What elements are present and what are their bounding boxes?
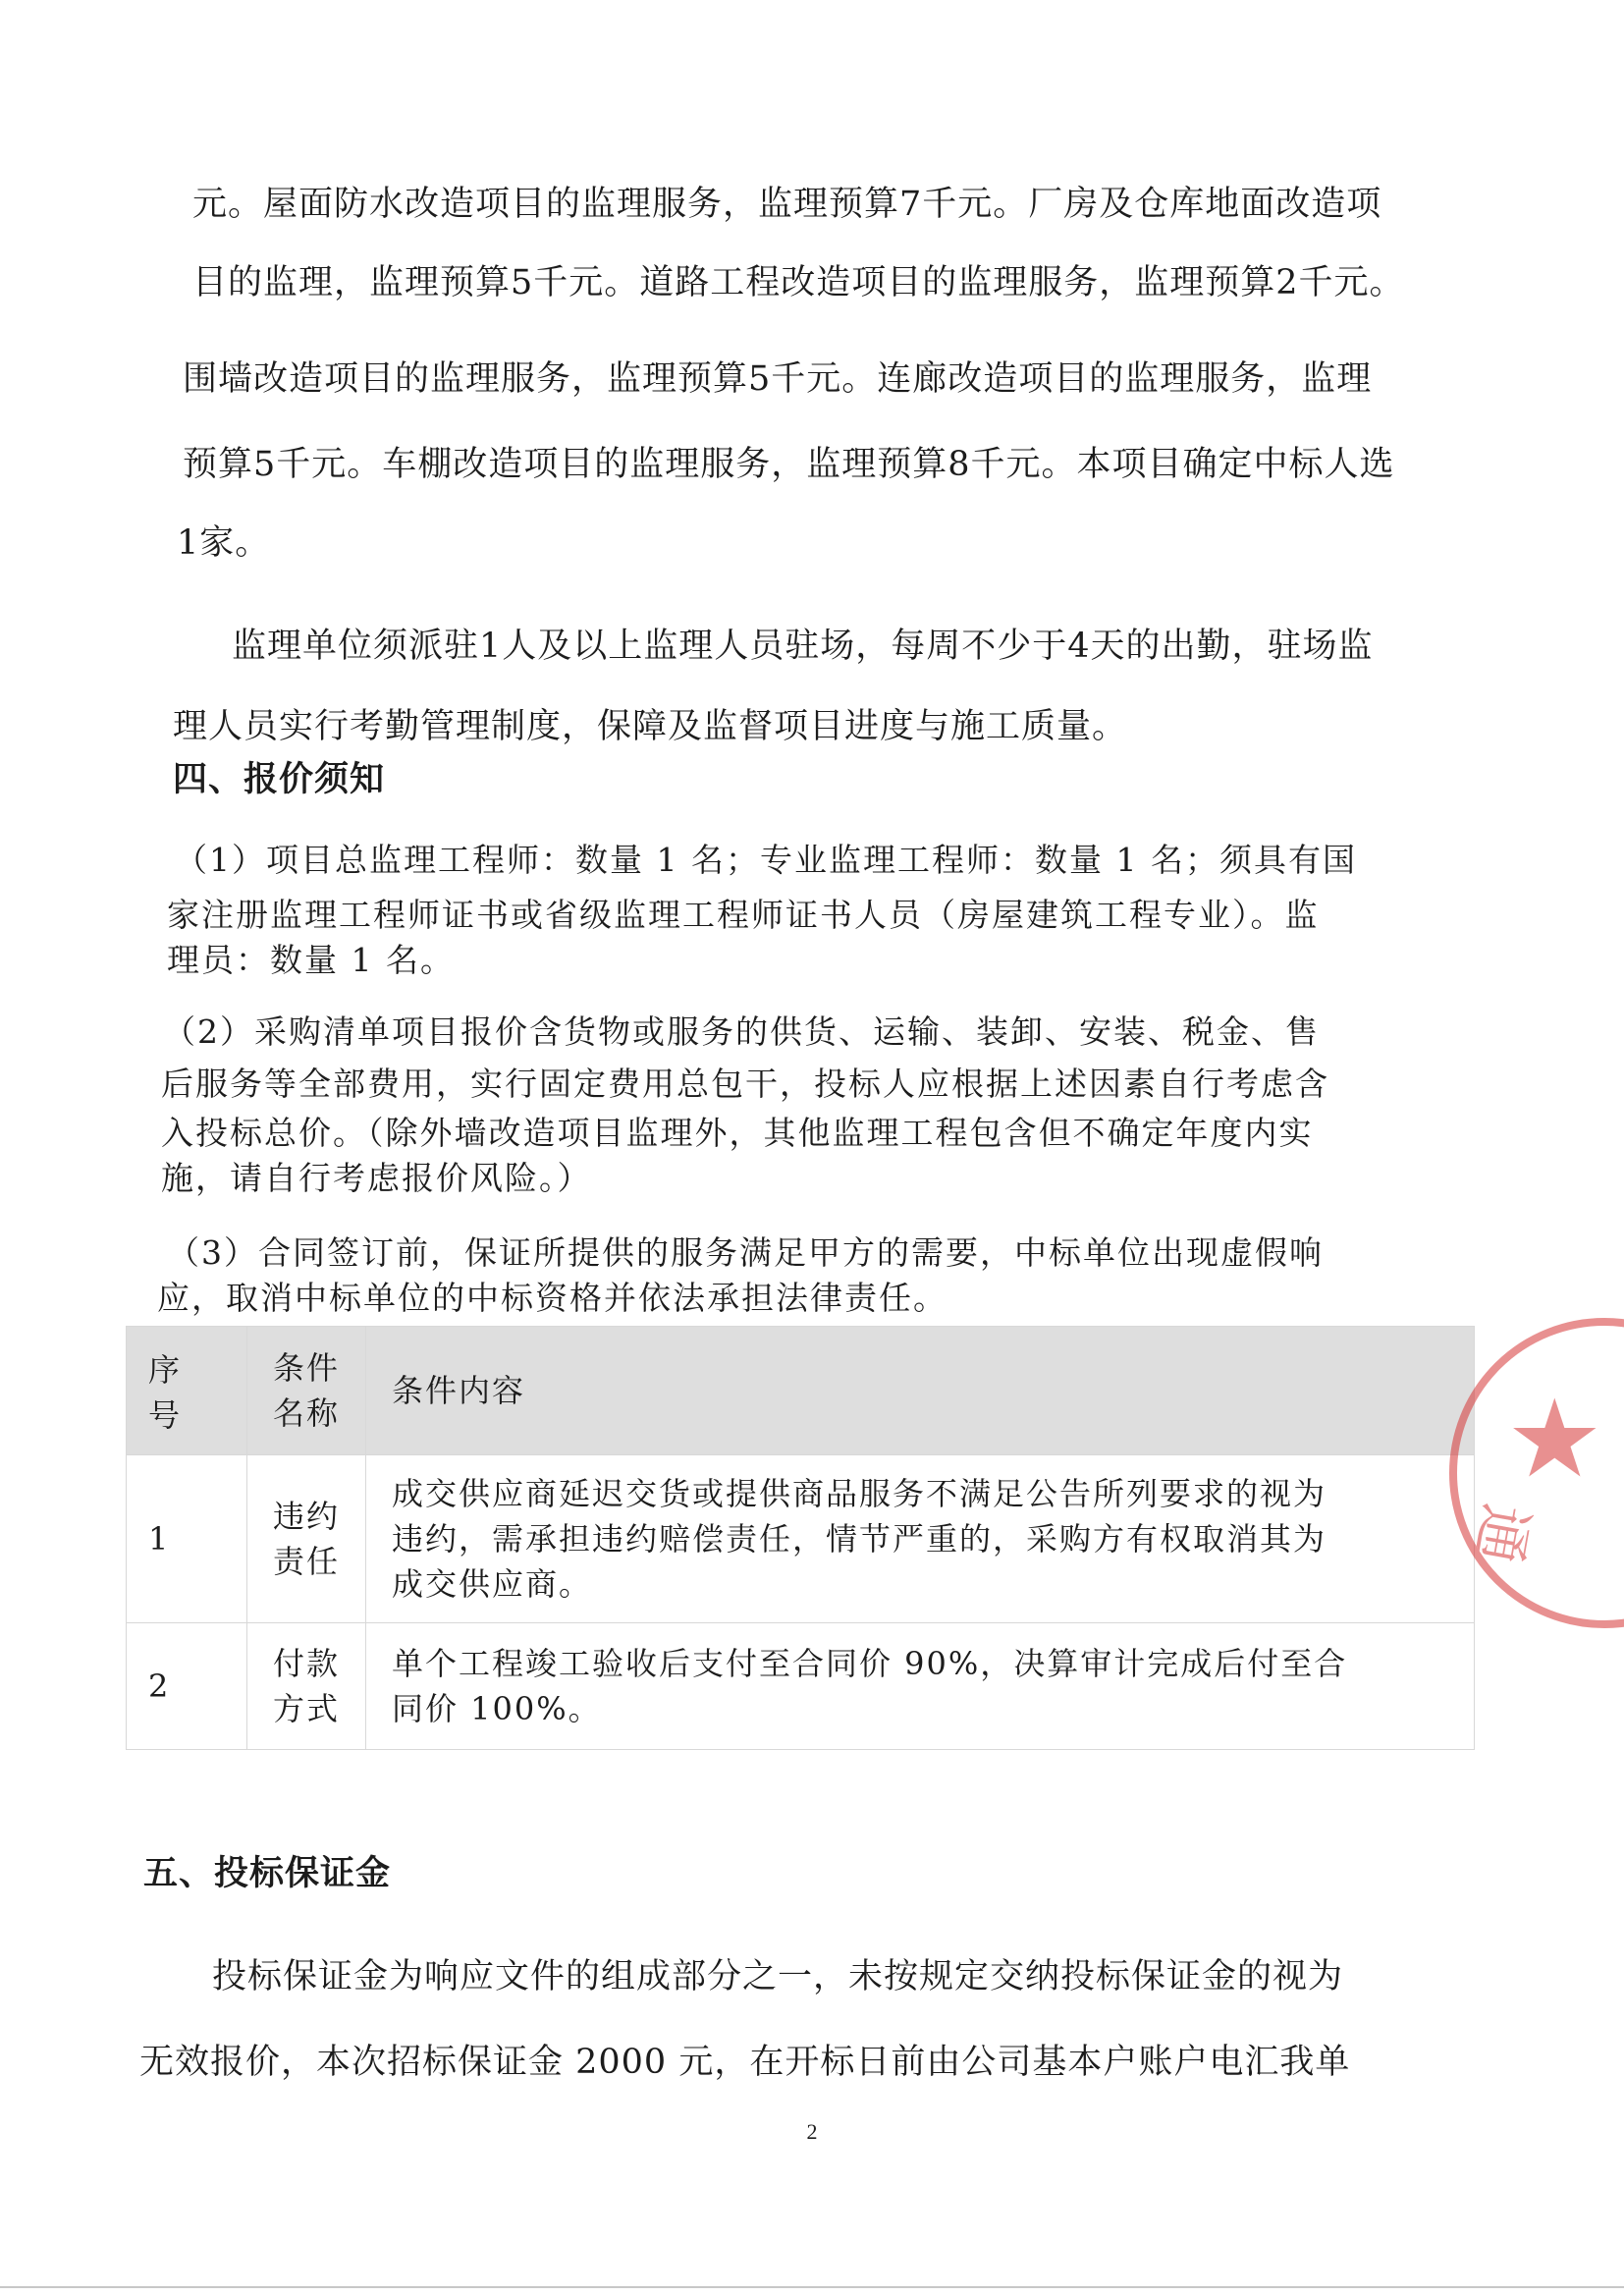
- header-name-text: 名称: [272, 1394, 340, 1432]
- paragraph-1-line: 1家。: [177, 523, 271, 563]
- seal-text: 通: [1462, 1499, 1541, 1569]
- row-name-text: 违约: [272, 1498, 340, 1535]
- paragraph-1-line: 目的监理，监理预算5千元。道路工程改造项目的监理服务，监理预算2千元。: [192, 263, 1405, 302]
- row-name-cell: [247, 1623, 366, 1750]
- conditions-table: [126, 1326, 1475, 1750]
- row-name-text: 责任: [272, 1543, 340, 1580]
- row-content-cell: [366, 1623, 1475, 1750]
- section-5-heading: 五、投标保证金: [143, 1854, 392, 1893]
- row-no-text: 1: [148, 1520, 171, 1558]
- seal-star-icon: ★: [1506, 1376, 1603, 1502]
- paragraph-1-line: 预算5千元。车棚改造项目的监理服务，监理预算8千元。本项目确定中标人选: [183, 445, 1395, 484]
- section-4-item-2-line: 后服务等全部费用，实行固定费用总包干，投标人应根据上述因素自行考虑含: [161, 1065, 1329, 1103]
- row-name-cell: [247, 1455, 366, 1623]
- row-content-cell: [366, 1455, 1475, 1623]
- header-content-cell: [366, 1327, 1475, 1455]
- table-header-row: [127, 1327, 1475, 1455]
- row-no-cell: [127, 1455, 247, 1623]
- row-name-text: 方式: [272, 1690, 340, 1727]
- section-4-item-2-line: （2）采购清单项目报价含货物或服务的供货、运输、装卸、安装、税金、售: [163, 1012, 1320, 1051]
- header-name-cell: [247, 1327, 366, 1455]
- header-no-cell: [127, 1327, 247, 1455]
- paragraph-1-line: 元。屋面防水改造项目的监理服务，监理预算7千元。厂房及仓库地面改造项: [192, 185, 1382, 224]
- section-4-item-2-line: 施，请自行考虑报价风险。）: [161, 1159, 592, 1197]
- paragraph-2-line: 理人员实行考勤管理制度，保障及监督项目进度与施工质量。: [173, 707, 1128, 746]
- section-4-item-1-line: （1）项目总监理工程师：数量 1 名；专业监理工程师：数量 1 名；须具有国: [175, 841, 1357, 879]
- section-4-item-3-line: （3）合同签订前，保证所提供的服务满足甲方的需要，中标单位出现虚假响: [167, 1233, 1324, 1272]
- header-no-text: 序: [148, 1351, 183, 1389]
- row-content-line: 单个工程竣工验收后支付至合同价 90%，决算审计完成后付至合: [392, 1645, 1348, 1682]
- section-5-paragraph-line: 投标保证金为响应文件的组成部分之一，未按规定交纳投标保证金的视为: [212, 1957, 1344, 1996]
- row-name-text: 付款: [272, 1645, 340, 1682]
- header-content-text: 条件内容: [392, 1372, 526, 1409]
- table-row: [127, 1623, 1475, 1750]
- section-4-heading: 四、报价须知: [173, 760, 386, 799]
- paragraph-1-line: 围墙改造项目的监理服务，监理预算5千元。连廊改造项目的监理服务，监理: [183, 359, 1373, 399]
- table-row: [127, 1455, 1475, 1623]
- section-4-item-3-line: 应，取消中标单位的中标资格并依法承担法律责任。: [157, 1279, 947, 1317]
- section-4-item-1-line: 理员：数量 1 名。: [167, 941, 455, 979]
- header-name-text: 条件: [272, 1349, 340, 1387]
- row-content-line: 成交供应商。: [392, 1565, 593, 1603]
- row-content-line: 同价 100%。: [392, 1690, 602, 1727]
- row-no-cell: [127, 1623, 247, 1750]
- paragraph-2-line: 监理单位须派驻1人及以上监理人员驻场，每周不少于4天的出勤，驻场监: [232, 627, 1374, 666]
- page-number: 2: [806, 2119, 818, 2144]
- row-no-text: 2: [148, 1667, 171, 1705]
- section-4-item-2-line: 入投标总价。（除外墙改造项目监理外，其他监理工程包含但不确定年度内实: [161, 1114, 1314, 1152]
- company-seal: [1449, 1318, 1624, 1628]
- section-4-item-1-line: 家注册监理工程师证书或省级监理工程师证书人员（房屋建筑工程专业）。监: [167, 896, 1320, 934]
- header-no-text: 号: [148, 1396, 183, 1434]
- section-5-paragraph-line: 无效报价，本次招标保证金 2000 元，在开标日前由公司基本户账户电汇我单: [139, 2043, 1351, 2082]
- row-content-line: 成交供应商延迟交货或提供商品服务不满足公告所列要求的视为: [392, 1475, 1327, 1512]
- scan-bottom-edge: [0, 2286, 1624, 2288]
- row-content-line: 违约，需承担违约赔偿责任，情节严重的，采购方有权取消其为: [392, 1520, 1327, 1558]
